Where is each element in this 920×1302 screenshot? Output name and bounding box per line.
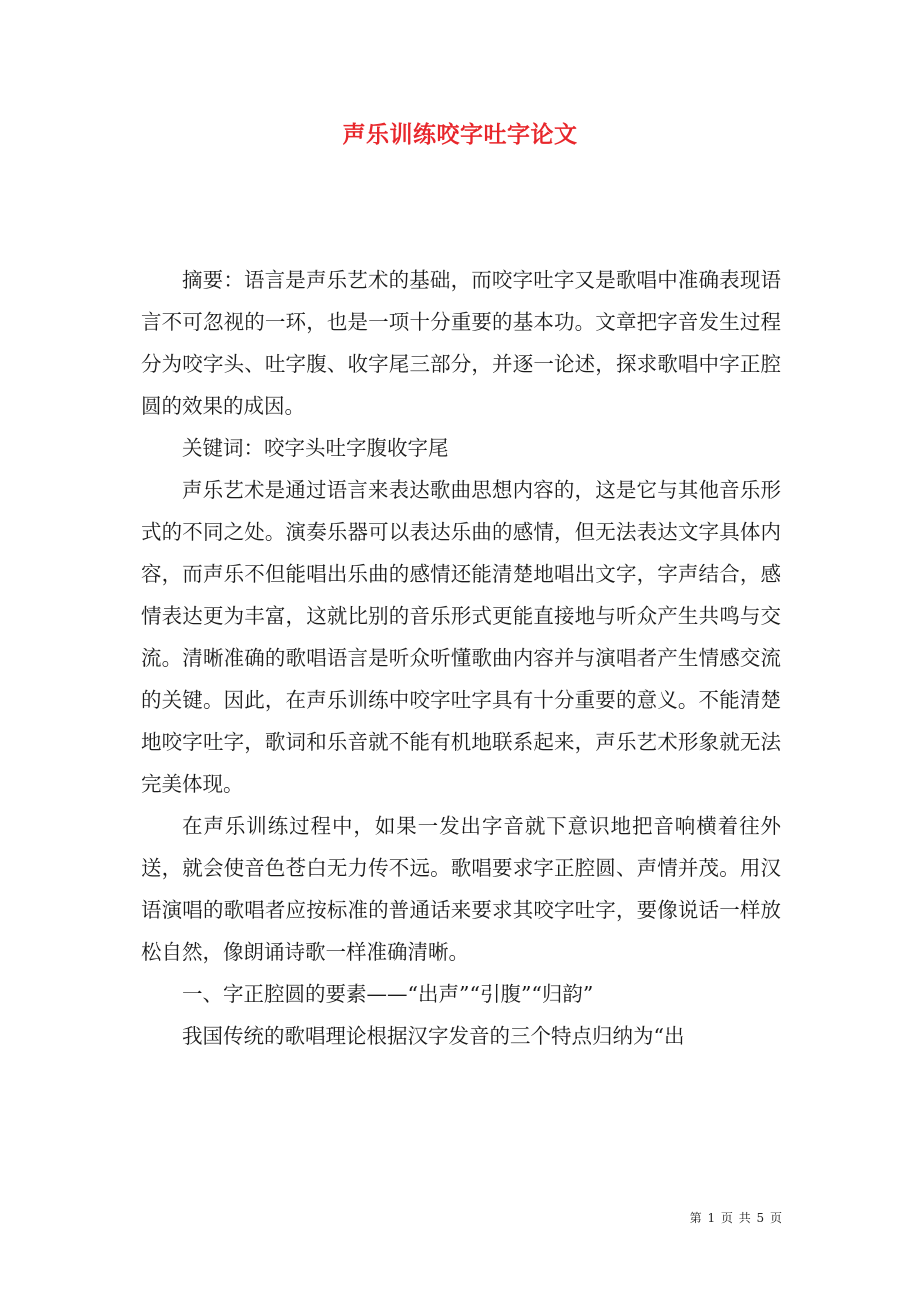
document-title: 声乐训练咬字吐字论文	[342, 121, 578, 148]
document-body	[141, 259, 781, 1057]
page-number: 第 1 页 共 5 页	[689, 1211, 783, 1225]
abstract-paragraph: 摘要：语言是声乐艺术的基础，而咬字吐字又是歌唱中准确表现语言不可忽视的一环，也是一项十分重要的基本功。文章把字音发生过程分为咬字头、吐字腹、收字尾三部分，并逐一论述，探求歌唱中字正腔圆的效果的成因。	[141, 268, 781, 418]
body-paragraph: 在声乐训练过程中，如果一发出字音就下意识地把音响横着往外送，就会使音色苍白无力传不远。歌唱要求字正腔圆、声情并茂。用汉语演唱的歌唱者应按标准的普通话来要求其咬字吐字，要像说话一样放松自然，像朗诵诗歌一样准确清晰。	[141, 814, 781, 964]
section-heading: 一、字正腔圆的要素——“出声”“引腹”“归韵”	[182, 982, 594, 1006]
keywords-paragraph: 关键词：咬字头吐字腹收字尾	[182, 436, 449, 460]
body-paragraph: 我国传统的歌唱理论根据汉字发音的三个特点归纳为“出	[182, 1024, 685, 1048]
body-paragraph: 声乐艺术是通过语言来表达歌曲思想内容的，这是它与其他音乐形式的不同之处。演奏乐器可以表达乐曲的感情，但无法表达文字具体内容，而声乐不但能唱出乐曲的感情还能清楚地唱出文字，字声结合，感情表达更为丰富，这就比别的音乐形式更能直接地与听众产生共鸣与交流。清晰准确的歌唱语言是听众听懂歌曲内容并与演唱者产生情感交流的关键。因此，在声乐训练中咬字吐字具有十分重要的意义。不能清楚地咬字吐字，歌词和乐音就不能有机地联系起来，声乐艺术形象就无法完美体现。	[141, 478, 781, 796]
